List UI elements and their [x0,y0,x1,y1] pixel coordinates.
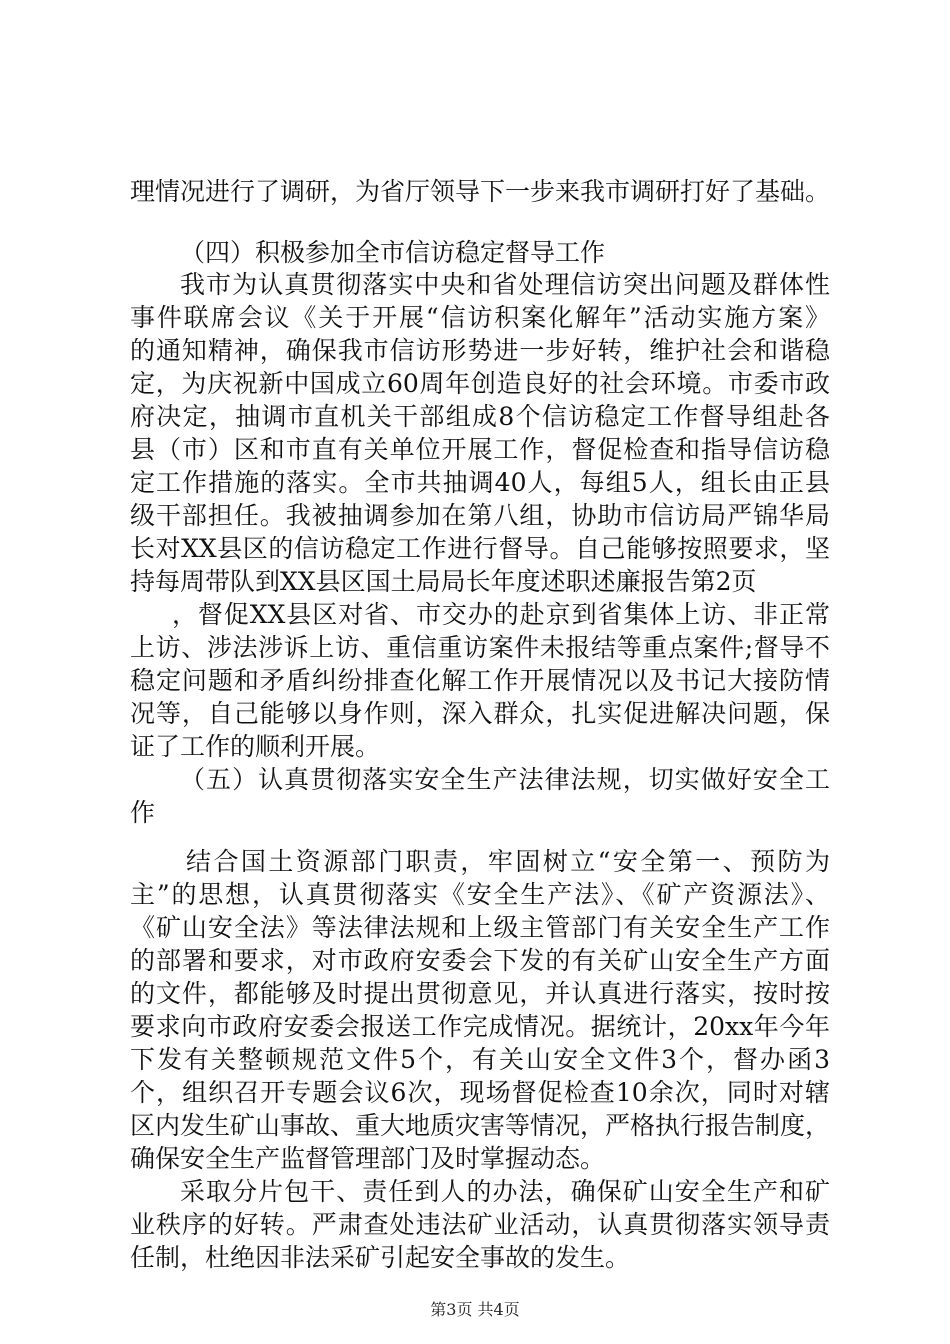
body-text-line: 我市为认真贯彻落实中央和省处理信访突出问题及群体性 [180,270,830,299]
body-text-line: 上访、涉法涉诉上访、重信重访案件未报结等重点案件;督导不 [130,633,830,662]
body-text-line: 主”的思想，认真贯彻落实《安全生产法》、《矿产资源法》、 [130,880,830,909]
body-text-line: 《矿山安全法》等法律法规和上级主管部门有关安全生产工作 [130,913,830,942]
body-text-line: 要求向市政府安委会报送工作完成情况。据统计，20xx年今年 [130,1012,830,1041]
body-text-line: 级干部担任。我被抽调参加在第八组，协助市信访局严锦华局 [130,501,830,530]
section-heading-5: （五）认真贯彻落实安全生产法律法规，切实做好安全工 [180,765,830,794]
section-heading-4: （四）积极参加全市信访稳定督导工作 [180,238,606,267]
body-text-line: 定，为庆祝新中国成立60周年创造良好的社会环境。市委市政 [130,369,830,398]
section-heading-5-cont: 作 [130,798,156,827]
page-number-footer: 第3页 共4页 [430,1300,520,1319]
body-text-line: 任制，杜绝因非法采矿引起安全事故的发生。 [130,1243,631,1272]
body-text-line: 个，组织召开专题会议6次，现场督促检查10余次，同时对辖 [130,1078,830,1107]
body-text-line: 事件联席会议《关于开展“信访积案化解年”活动实施方案》 [130,303,830,332]
body-text-line: 府决定，抽调市直机关干部组成8个信访稳定工作督导组赴各 [130,402,830,431]
body-text-line: 况等，自己能够以身作则，深入群众，扎实促进解决问题，保 [130,699,830,728]
body-text-line: 长对XX县区的信访稳定工作进行督导。自己能够按照要求，坚 [130,534,830,563]
body-text-line: 稳定问题和矛盾纠纷排查化解工作开展情况以及书记大接防情 [130,666,830,695]
body-text-line: 确保安全生产监督管理部门及时掌握动态。 [130,1144,606,1173]
body-text-line: 定工作措施的落实。全市共抽调40人，每组5人，组长由正县 [130,468,830,497]
body-text-line: 区内发生矿山事故、重大地质灾害等情况，严格执行报告制度， [130,1111,831,1140]
body-text-line: 业秩序的好转。严肃查处违法矿业活动，认真贯彻落实领导责 [130,1210,830,1239]
body-text-line: 的通知精神，确保我市信访形势进一步好转，维护社会和谐稳 [130,336,830,365]
body-text-line: 的部署和要求，对市政府安委会下发的有关矿山安全生产方面 [130,946,830,975]
body-text-line: 采取分片包干、责任到人的办法，确保矿山安全生产和矿 [180,1177,830,1206]
body-text-line: 下发有关整顿规范文件5个，有关山安全文件3个，督办函3 [130,1045,830,1074]
body-text-line: ，督促XX县区对省、市交办的赴京到省集体上访、非正常 [172,600,830,629]
body-text-line: 证了工作的顺利开展。 [130,732,381,761]
body-text-line: 结合国土资源部门职责，牢固树立“安全第一、预防为 [186,847,830,876]
body-text-line: 理情况进行了调研，为省厅领导下一步来我市调研打好了基础。 [130,177,831,206]
body-text-line: 县（市）区和市直有关单位开展工作，督促检查和指导信访稳 [130,435,830,464]
body-text-line: 持每周带队到XX县区国土局局长年度述职述廉报告第2页 [130,567,757,596]
body-text-line: 的文件，都能够及时提出贯彻意见，并认真进行落实，按时按 [130,979,830,1008]
